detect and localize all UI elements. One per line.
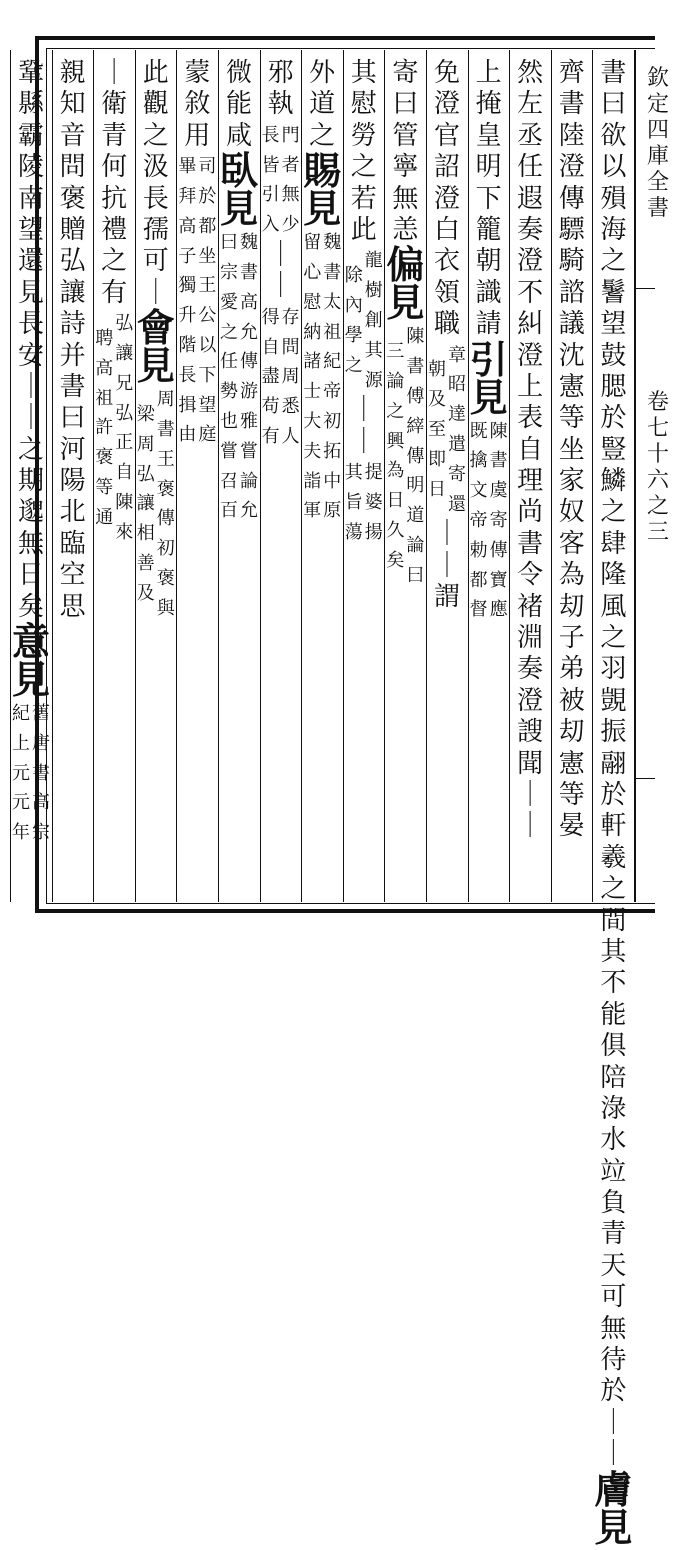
annotation-note: 門 者 無 少 長 皆 引 入 — [261, 124, 300, 236]
entry-headword: 偏 見 — [386, 242, 425, 326]
text-column — [217, 58, 261, 898]
text-column — [175, 58, 219, 898]
text-column — [467, 58, 511, 898]
body-text: 蒙 敘 用 — [184, 58, 211, 151]
body-text: 親 知 音 問 褒 贈 弘 讓 詩 并 書 曰 河 陽 北 臨 空 思 — [59, 58, 86, 622]
annotation-note: 陳 書 傅 縡 傳 明 道 論 曰 三 論 之 興 為 日 久 矣 — [386, 326, 425, 586]
body-text: 鞏 縣 霸 陵 南 望 還 見 長 安 — [17, 58, 44, 371]
title-divider — [634, 288, 655, 289]
entry-headword: 會 見 — [136, 305, 175, 389]
text-column — [259, 58, 303, 898]
body-text: 上 掩 皇 明 下 籠 朝 識 請 — [475, 58, 502, 340]
body-text: 其 慰 勞 之 若 此 — [350, 58, 377, 245]
annotation-note: 舊 唐 書 高 宗 紀 上 元 元 年 — [12, 703, 50, 844]
annotation-note: 魏 書 高 允 傳 游 雅 嘗 論 允 曰 宗 愛 之 任 勢 也 嘗 召 百 — [220, 232, 258, 522]
text-column — [508, 58, 552, 898]
body-text: ｜ — [142, 277, 169, 308]
body-text: 此 觀 之 汲 長 孺 可 — [142, 58, 169, 277]
annotation-note: 弘 讓 兄 弘 正 自 陳 來 聘 高 祖 許 褒 等 通 — [95, 313, 134, 543]
body-text: ｜ ｜ — [267, 239, 294, 302]
text-column — [92, 58, 136, 898]
annotation-note: 司 於 都 坐 王 公 以 下 望 庭 畢 拜 高 子 獨 升 階 長 揖 由 — [178, 156, 217, 446]
body-text: ｜ ｜ 謂 — [433, 519, 460, 613]
annotation-note: 章 昭 達 遣 寄 還 朝 及 至 即 日 — [428, 344, 466, 515]
body-text: 然 左 丞 任 遐 奏 澄 不 糾 澄 上 表 自 理 尚 書 令 褚 淵 奏 澄 謏 聞 — [517, 58, 544, 779]
annotation-note: 提 婆 揚 其 旨 蕩 — [344, 462, 383, 543]
body-text: ｜ ｜ — [17, 371, 44, 434]
text-column — [342, 58, 386, 898]
text-column — [300, 58, 344, 898]
book-title: 欽 定 四 庫 全 書 — [646, 66, 669, 221]
margin-mark — [634, 778, 655, 779]
body-text: ｜ ｜ — [600, 1407, 627, 1470]
body-text: ｜ 衛 青 何 抗 禮 之 有 — [101, 58, 128, 308]
body-text: ｜ ｜ — [350, 395, 377, 457]
volume-label: 卷 七 十 六 之 三 — [646, 390, 669, 545]
text-column — [9, 58, 53, 898]
text-column — [51, 58, 95, 898]
annotation-note: 周 書 王 褒 傳 初 褒 與 梁 周 弘 讓 相 善 及 — [136, 389, 175, 619]
text-column — [134, 58, 178, 898]
annotation-note: 存 問 周 悉 人 得 自 盡 苟 有 — [261, 306, 300, 447]
entry-headword: 意 見 — [11, 619, 50, 703]
body-text: ｜ ｜ — [517, 779, 544, 842]
body-text: 邪 執 — [267, 58, 294, 120]
entry-headword: 臥 見 — [219, 148, 258, 232]
body-text: 微 能 咸 — [225, 58, 252, 151]
annotation-note: 魏 書 太 祖 紀 帝 初 拓 中 原 留 心 慰 納 諸 士 大 夫 詣 軍 — [303, 232, 342, 522]
entry-headword: 賜 見 — [303, 148, 342, 232]
text-column — [550, 58, 594, 898]
text-column — [591, 58, 635, 1550]
body-text: 書 曰 欲 以 殞 海 之 鬐 望 鼓 腮 於 豎 鱗 之 肆 隆 風 之 羽 覬 振 翮 — [600, 58, 627, 779]
annotation-note: 龍 樹 創 其 源 除 內 學 之 — [344, 250, 383, 391]
body-text: 於 軒 羲 之 間 其 不 能 俱 陪 淥 水 竝 負 青 天 可 無 待 於 — [600, 779, 627, 1407]
body-text: 齊 書 陸 澄 傳 驃 騎 諮 議 沈 憲 等 坐 家 奴 客 為 刧 子 弟 被 刧 憲 等 晏 — [558, 58, 585, 842]
body-text: 外 道 之 — [309, 58, 336, 151]
annotation-note: 陳 書 虞 寄 傳 寶 應 既 擒 文 帝 勅 都 督 — [469, 420, 508, 621]
entry-headword: 膚 見 — [594, 1466, 633, 1550]
body-text: 之 期 邈 無 日 矣 — [17, 434, 44, 622]
text-column — [425, 58, 469, 898]
body-text: 寄 曰 管 寧 無 恙 — [392, 58, 419, 245]
entry-headword: 引 見 — [469, 336, 508, 420]
body-text: 免 澄 官 詔 澄 白 衣 領 職 — [433, 58, 460, 340]
text-column — [383, 58, 427, 898]
